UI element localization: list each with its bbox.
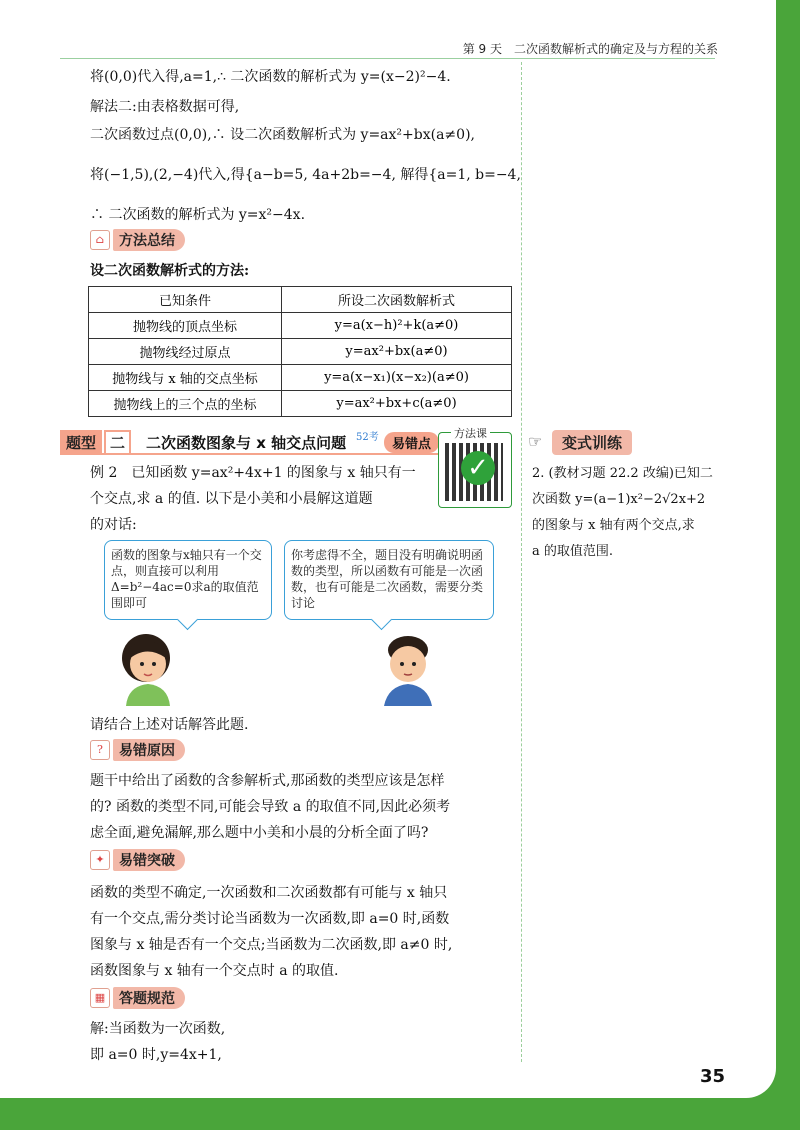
solution-line: 解法二:由表格数据可得, <box>90 99 240 115</box>
example-line: 个交点,求 a 的值. 以下是小美和小晨解这道题 <box>90 491 373 507</box>
reason-line: 题干中给出了函数的含参解析式,那函数的类型应该是怎样 <box>90 773 445 789</box>
solution-line: 将(0,0)代入得,a=1,∴ 二次函数的解析式为 y=(x−2)²−4. <box>90 69 451 85</box>
table-cell: 抛物线的顶点坐标 <box>89 313 282 339</box>
example-line: 例 2 已知函数 y=ax²+4x+1 的图象与 x 轴只有一 <box>90 465 416 481</box>
exercise-line: a 的取值范围. <box>532 544 614 559</box>
boy-illustration <box>368 628 448 706</box>
error-breakthrough-tag: ✦ 易错突破 <box>90 850 185 870</box>
running-head: 第 9 天 二次函数解析式的确定及与方程的关系 <box>462 42 718 56</box>
section-exam-count: 52考 <box>356 432 379 443</box>
qr-code-box[interactable] <box>438 427 512 508</box>
answer-line: 解:当函数为一次函数, <box>90 1021 226 1037</box>
breakthrough-line: 有一个交点,需分类讨论当函数为一次函数,即 a=0 时,函数 <box>90 911 450 927</box>
table-row <box>89 313 512 339</box>
method-summary-tag: ⌂ 方法总结 <box>90 230 185 250</box>
solution-line: ∴ 二次函数的解析式为 y=x²−4x. <box>90 207 306 223</box>
checkmark-icon: ✓ <box>461 451 495 485</box>
house-icon: ⌂ <box>90 230 110 250</box>
exercise-line: 次函数 y=(a−1)x²−2√2x+2 <box>532 492 706 507</box>
exercise-line: 2. (教材习题 22.2 改编)已知二 <box>532 466 713 481</box>
speech-bubble-left: 函数的图象与x轴只有一个交点，则直接可以利用Δ=b²−4ac=0求a的取值范围即可 <box>104 540 272 620</box>
warning-icon: ? <box>90 740 110 760</box>
page-number: 35 <box>700 1066 726 1087</box>
table-row <box>89 339 512 365</box>
example-line: 的对话: <box>90 517 137 533</box>
error-reason-tag: ? 易错原因 <box>90 740 185 760</box>
rocket-icon: ✦ <box>90 850 110 870</box>
table-header: 已知条件 <box>89 287 282 313</box>
section-number: 二 <box>104 430 131 455</box>
table-cell: y=ax²+bx+c(a≠0) <box>282 391 512 417</box>
breakthrough-line: 函数的类型不确定,一次函数和二次函数都有可能与 x 轴只 <box>90 885 448 901</box>
solution-line: 将(−1,5),(2,−4)代入,得{a−b=5, 4a+2b=−4, 解得{a=1, b=−4, <box>90 167 521 183</box>
table-cell: 抛物线上的三个点的坐标 <box>89 391 282 417</box>
error-prone-badge: 易错点 <box>384 432 439 453</box>
qr-label: 方法课 <box>451 425 490 441</box>
table-row <box>89 391 512 417</box>
table-cell: y=ax²+bx(a≠0) <box>282 339 512 365</box>
table-cell: 抛物线与 x 轴的交点坐标 <box>89 365 282 391</box>
pointing-hand-icon: ☞ <box>528 432 543 451</box>
exercise-line: 的图象与 x 轴有两个交点,求 <box>532 518 695 533</box>
section-title: 二次函数图象与 x 轴交点问题 <box>146 434 347 452</box>
variant-training-tag: ☞ 变式训练 <box>528 430 632 454</box>
method-table <box>88 286 512 417</box>
breakthrough-line: 函数图象与 x 轴有一个交点时 a 的取值. <box>90 963 339 979</box>
header-rule <box>60 58 715 59</box>
prompt-line: 请结合上述对话解答此题. <box>90 717 249 733</box>
column-divider <box>521 62 522 1062</box>
breakthrough-line: 图象与 x 轴是否有一个交点;当函数为二次函数,即 a≠0 时, <box>90 937 453 953</box>
reason-line: 的? 函数的类型不同,可能会导致 a 的取值不同,因此必须考 <box>90 799 451 815</box>
table-cell: 抛物线经过原点 <box>89 339 282 365</box>
answer-line: 即 a=0 时,y=4x+1, <box>90 1047 222 1063</box>
answer-standard-tag: ▦ 答题规范 <box>90 988 185 1008</box>
method-heading: 设二次函数解析式的方法: <box>90 263 250 279</box>
table-header-row <box>89 287 512 313</box>
table-cell: y=a(x−h)²+k(a≠0) <box>282 313 512 339</box>
girl-illustration <box>108 628 188 706</box>
section-underline <box>60 453 440 455</box>
calendar-icon: ▦ <box>90 988 110 1008</box>
table-row <box>89 365 512 391</box>
reason-line: 虑全面,避免漏解,那么题中小美和小晨的分析全面了吗? <box>90 825 429 841</box>
table-header: 所设二次函数解析式 <box>282 287 512 313</box>
solution-line: 二次函数过点(0,0),∴ 设二次函数解析式为 y=ax²+bx(a≠0), <box>90 127 475 143</box>
table-cell: y=a(x−x₁)(x−x₂)(a≠0) <box>282 365 512 391</box>
speech-bubble-right: 你考虑得不全，题目没有明确说明函数的类型，所以函数有可能是一次函数，也有可能是二次函数，需要分类讨论 <box>284 540 494 620</box>
section-label: 题型 <box>60 430 102 455</box>
